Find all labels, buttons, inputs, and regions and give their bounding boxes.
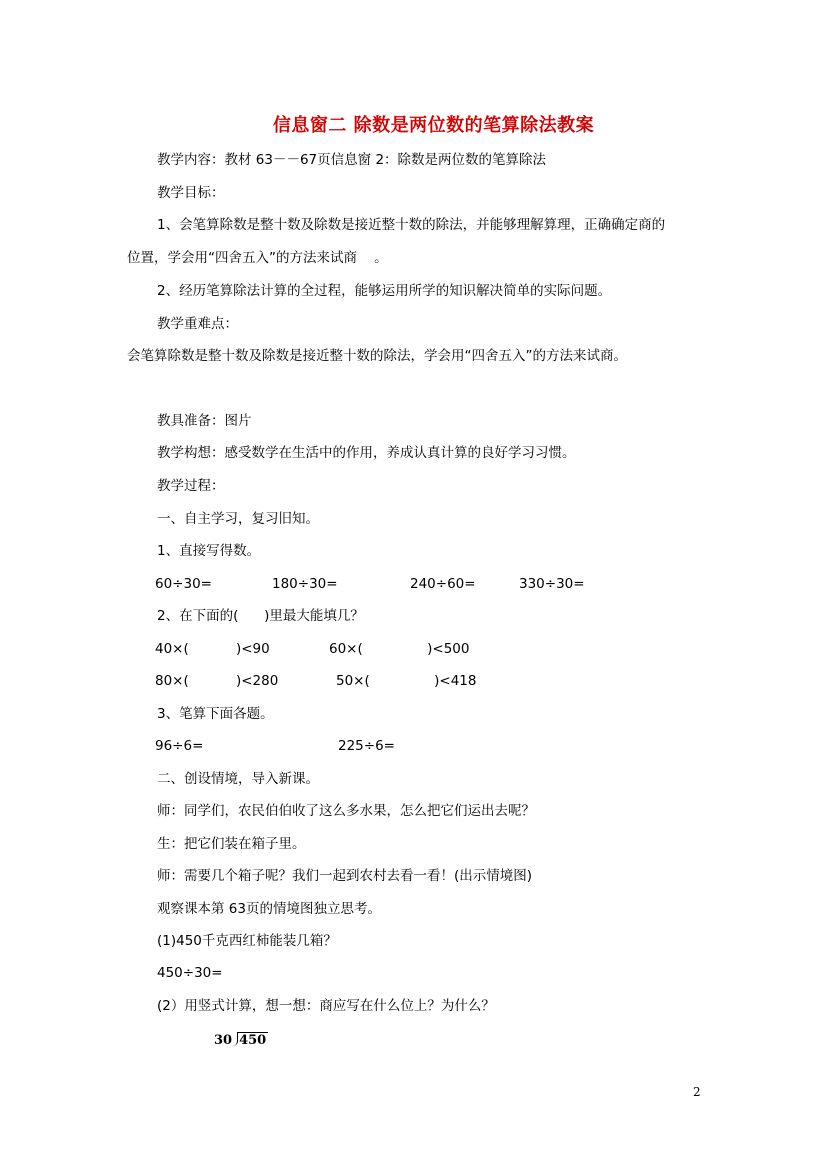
long-division	[214, 1032, 268, 1049]
part-2-heading: 二、创设情境，导入新课。	[157, 771, 319, 787]
page-number: 2	[693, 1085, 701, 1099]
process-heading: 教学过程：	[157, 478, 225, 494]
goals-heading: 教学目标：	[157, 185, 225, 201]
question-1: (1)450千克西红柿能装几箱？	[157, 933, 337, 949]
exercise-2-item: 60×( )<500	[329, 641, 470, 657]
teacher-line-1: 师：同学们，农民伯伯收了这么多水果，怎么把它们运出去呢？	[157, 803, 535, 819]
long-division-dividend: 450	[239, 1033, 267, 1048]
exercise-3-item: 225÷6=	[338, 738, 395, 754]
student-line-1: 生：把它们装在箱子里。	[157, 836, 306, 852]
exercise-2-item: 50×( )<418	[336, 673, 477, 689]
goal-1-line-2: 位置，学会用“四舍五入”的方法来试商 。	[127, 250, 388, 266]
exercise-2-heading: 2、在下面的( )里最大能填几？	[157, 608, 364, 624]
observe-line: 观察课本第 63页的情境图独立思考。	[157, 901, 381, 917]
teaching-content: 教学内容：教材 63－－67页信息窗 2：除数是两位数的笔算除法	[157, 152, 547, 168]
long-division-divisor: 30	[214, 1033, 233, 1048]
part-1-heading: 一、自主学习，复习旧知。	[157, 511, 319, 527]
exercise-2-item: 80×( )<280	[155, 673, 279, 689]
teaching-idea: 教学构想：感受数学在生活中的作用，养成认真计算的良好学习习惯。	[157, 445, 576, 461]
key-points-heading: 教学重难点：	[157, 316, 238, 332]
exercise-2-item: 40×( )<90	[155, 641, 270, 657]
teaching-tools: 教具准备：图片	[157, 413, 252, 429]
exercise-1-heading: 1、直接写得数。	[157, 543, 261, 559]
exercise-3-item: 96÷6=	[155, 738, 204, 754]
question-2: (2）用竖式计算，想一想：商应写在什么位上？为什么？	[157, 998, 495, 1014]
teacher-line-2: 师：需要几个箱子呢？我们一起到农村去看一看！(出示情境图)	[157, 868, 533, 884]
goal-2: 2、经历笔算除法计算的全过程，能够运用所学的知识解决简单的实际问题。	[157, 283, 612, 299]
exercise-1-item: 330÷30=	[519, 576, 585, 592]
key-points-text: 会笔算除数是整十数及除数是接近整十数的除法，学会用“四舍五入”的方法来试商。	[127, 348, 627, 364]
question-1-equation: 450÷30=	[157, 965, 223, 981]
exercise-1-item: 240÷60=	[410, 576, 476, 592]
exercise-3-heading: 3、笔算下面各题。	[157, 706, 274, 722]
page-title: 信息窗二 除数是两位数的笔算除法教案	[272, 115, 595, 136]
goal-1-line-1: 1、会笔算除数是整十数及除数是接近整十数的除法，并能够理解算理，正确确定商的	[157, 217, 666, 233]
exercise-1-item: 180÷30=	[272, 576, 338, 592]
exercise-1-item: 60÷30=	[155, 576, 212, 592]
